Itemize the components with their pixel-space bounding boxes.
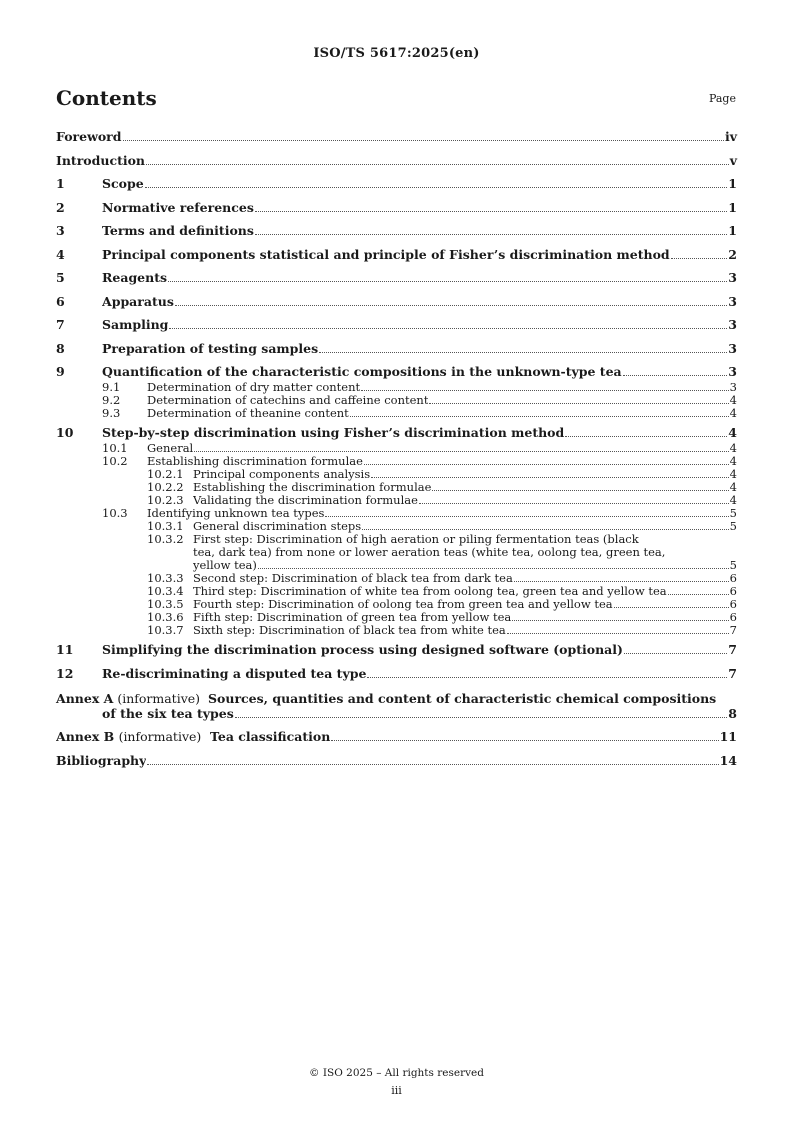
leader-dots bbox=[432, 490, 728, 491]
toc-number: 6 bbox=[56, 293, 65, 309]
toc-page: 3 bbox=[728, 270, 737, 285]
toc-number: 10.2.1 bbox=[147, 467, 184, 481]
toc-label: Determination of dry matter content bbox=[147, 381, 361, 394]
toc-label: Fifth step: Discrimination of green tea from yellow tea bbox=[193, 611, 512, 624]
toc-number: 10.3.6 bbox=[147, 610, 184, 624]
annex-title-line-2: of the six tea types bbox=[102, 706, 234, 721]
toc-number: 2 bbox=[56, 199, 65, 215]
leader-dots bbox=[123, 140, 724, 141]
leader-dots bbox=[350, 416, 729, 417]
toc-entry-subsection-9-1[interactable] bbox=[56, 381, 737, 394]
leader-dots bbox=[147, 764, 718, 765]
leader-dots bbox=[367, 677, 727, 678]
page-title: Contents bbox=[56, 86, 157, 110]
toc-number: 10 bbox=[56, 425, 74, 440]
toc-entry-section-7[interactable] bbox=[56, 316, 737, 340]
toc-page: 6 bbox=[729, 597, 737, 611]
table-of-contents bbox=[56, 128, 737, 775]
toc-number: 10.3.5 bbox=[147, 597, 184, 611]
toc-entry-foreword[interactable] bbox=[56, 128, 737, 152]
toc-label: General bbox=[147, 442, 194, 455]
toc-entry-section-3[interactable] bbox=[56, 222, 737, 246]
toc-number: 9.3 bbox=[102, 406, 121, 420]
toc-number: 10.2.2 bbox=[147, 480, 184, 494]
leader-dots bbox=[514, 581, 729, 582]
toc-label: Step-by-step discrimination using Fisher’s discrimination method bbox=[102, 425, 565, 440]
toc-label: Validating the discrimination formulae bbox=[193, 494, 418, 507]
annex-label: Annex A bbox=[56, 691, 114, 706]
leader-dots bbox=[331, 740, 718, 741]
toc-page: 1 bbox=[728, 176, 737, 191]
toc-page: v bbox=[729, 152, 737, 168]
toc-number: 11 bbox=[56, 642, 74, 657]
toc-page: 5 bbox=[729, 506, 737, 520]
toc-label: Principal components statistical and principle of Fisher’s discrimination method bbox=[102, 246, 670, 262]
toc-number: 10.3.1 bbox=[147, 519, 184, 533]
toc-label: Scope bbox=[102, 176, 144, 191]
leader-dots bbox=[361, 390, 729, 391]
leader-dots bbox=[194, 451, 728, 452]
toc-entry-subsection-10-1[interactable] bbox=[56, 442, 737, 455]
toc-page: 4 bbox=[729, 454, 737, 468]
toc-number: 9.1 bbox=[102, 380, 121, 394]
toc-page: 14 bbox=[719, 752, 737, 768]
toc-entry-introduction[interactable] bbox=[56, 152, 737, 176]
leader-dots bbox=[255, 234, 727, 235]
toc-label-line-1: First step: Discrimination of high aeration or piling fermentation teas (black bbox=[193, 532, 639, 546]
toc-number: 1 bbox=[56, 176, 65, 191]
toc-number: 10.2.3 bbox=[147, 493, 184, 507]
toc-label: Introduction bbox=[56, 152, 146, 168]
toc-page: 1 bbox=[728, 223, 737, 238]
toc-page: 6 bbox=[729, 584, 737, 598]
toc-label: Third step: Discrimination of white tea from oolong tea, green tea and yellow tea bbox=[193, 585, 667, 598]
toc-page: 3 bbox=[728, 293, 737, 309]
toc-label: Foreword bbox=[56, 129, 122, 144]
toc-label: Bibliography bbox=[56, 752, 147, 768]
annex-informative: (informative) bbox=[118, 729, 202, 744]
toc-page: 3 bbox=[729, 380, 737, 394]
leader-dots bbox=[371, 477, 729, 478]
toc-number: 7 bbox=[56, 317, 65, 332]
annex-title-line-1: Sources, quantities and content of characteristic chemical compositions bbox=[208, 691, 717, 706]
toc-label: Quantification of the characteristic compositions in the unknown-type tea bbox=[102, 364, 622, 379]
toc-entry-section-8[interactable] bbox=[56, 340, 737, 364]
leader-dots bbox=[614, 607, 729, 608]
toc-label: Identifying unknown tea types bbox=[147, 507, 325, 520]
leader-dots bbox=[565, 436, 727, 437]
toc-page: 7 bbox=[728, 642, 737, 657]
leader-dots bbox=[671, 258, 728, 259]
toc-label: Apparatus bbox=[102, 293, 174, 309]
toc-label: Reagents bbox=[102, 270, 168, 285]
toc-page: 5 bbox=[729, 558, 737, 572]
toc-number: 9 bbox=[56, 364, 65, 379]
toc-entry-subsection-9-3[interactable] bbox=[56, 407, 737, 420]
leader-dots bbox=[362, 529, 729, 530]
toc-number: 8 bbox=[56, 340, 65, 356]
toc-label: Second step: Discrimination of black tea from dark tea bbox=[193, 572, 513, 585]
toc-page: 4 bbox=[729, 406, 737, 420]
toc-entry-section-4[interactable] bbox=[56, 246, 737, 270]
page-column-label: Page bbox=[708, 92, 736, 105]
toc-page: 4 bbox=[728, 425, 737, 440]
toc-page: 4 bbox=[729, 493, 737, 507]
annex-label: Annex B bbox=[56, 729, 115, 744]
leader-dots bbox=[258, 568, 729, 569]
toc-label-line-2: tea, dark tea) from none or lower aeration teas (white tea, oolong tea, green tea, bbox=[193, 545, 666, 559]
toc-number: 12 bbox=[56, 665, 74, 681]
toc-entry-annex-b[interactable] bbox=[56, 728, 737, 752]
toc-page: 5 bbox=[729, 519, 737, 533]
toc-entry-subsection-9-2[interactable] bbox=[56, 394, 737, 407]
toc-label: Re-discriminating a disputed tea type bbox=[102, 665, 367, 681]
leader-dots bbox=[145, 187, 728, 188]
toc-label: Principal components analysis bbox=[193, 468, 371, 481]
toc-number: 10.3.2 bbox=[147, 532, 184, 546]
leader-dots bbox=[429, 403, 728, 404]
annex-informative: (informative) bbox=[117, 691, 201, 706]
toc-number: 10.2 bbox=[102, 454, 128, 468]
toc-entry-section-12[interactable] bbox=[56, 665, 737, 689]
toc-page: 7 bbox=[728, 665, 737, 681]
toc-entry-subsection-10-2-3[interactable] bbox=[56, 494, 737, 507]
toc-label: Sampling bbox=[102, 317, 169, 332]
toc-label: General discrimination steps bbox=[193, 520, 362, 533]
toc-label: Determination of theanine content bbox=[147, 407, 349, 420]
leader-dots bbox=[325, 516, 728, 517]
leader-dots bbox=[419, 503, 729, 504]
toc-entry-subsection-10-3-7[interactable] bbox=[56, 624, 737, 637]
toc-page: 3 bbox=[728, 340, 737, 356]
toc-page: 4 bbox=[729, 467, 737, 481]
toc-entry-section-10[interactable] bbox=[56, 424, 737, 442]
toc-number: 9.2 bbox=[102, 393, 121, 407]
toc-page: 3 bbox=[728, 364, 737, 379]
toc-number: 10.3.7 bbox=[147, 623, 184, 637]
toc-label: Determination of catechins and caffeine content bbox=[147, 394, 429, 407]
toc-number: 10.3.3 bbox=[147, 571, 184, 585]
toc-page: 6 bbox=[729, 610, 737, 624]
toc-label: Sixth step: Discrimination of black tea from white tea bbox=[193, 624, 506, 637]
page-number: iii bbox=[391, 1084, 402, 1097]
leader-dots bbox=[624, 653, 727, 654]
leader-dots bbox=[235, 717, 728, 718]
toc-entry-section-6[interactable] bbox=[56, 293, 737, 317]
toc-entry-bibliography[interactable] bbox=[56, 752, 737, 776]
toc-number: 4 bbox=[56, 246, 65, 262]
toc-page: 4 bbox=[729, 441, 737, 455]
toc-entry-section-1[interactable] bbox=[56, 175, 737, 199]
leader-dots bbox=[668, 594, 729, 595]
leader-dots bbox=[175, 305, 727, 306]
toc-page: 7 bbox=[729, 623, 737, 637]
toc-entry-section-2[interactable] bbox=[56, 199, 737, 223]
leader-dots bbox=[512, 620, 728, 621]
toc-label: Establishing discrimination formulae bbox=[147, 455, 363, 468]
toc-number: 10.3 bbox=[102, 506, 128, 520]
toc-page: 3 bbox=[728, 317, 737, 332]
leader-dots bbox=[146, 164, 729, 165]
toc-number: 3 bbox=[56, 223, 65, 238]
toc-label: Preparation of testing samples bbox=[102, 340, 319, 356]
toc-page: 2 bbox=[728, 246, 737, 262]
toc-page: 4 bbox=[729, 480, 737, 494]
toc-page: 11 bbox=[719, 729, 737, 744]
toc-entry-subsection-10-3-2[interactable] bbox=[56, 533, 737, 572]
toc-number: 10.1 bbox=[102, 441, 128, 455]
leader-dots bbox=[623, 375, 728, 376]
toc-number: 10.3.4 bbox=[147, 584, 184, 598]
toc-entry-section-9[interactable] bbox=[56, 363, 737, 381]
toc-label: Terms and definitions bbox=[102, 223, 254, 238]
toc-label: Simplifying the discrimination process using designed software (optional) bbox=[102, 642, 623, 657]
toc-label-line-3: yellow tea) bbox=[193, 559, 257, 572]
toc-entry-section-11[interactable] bbox=[56, 641, 737, 665]
leader-dots bbox=[319, 352, 727, 353]
toc-entry-annex-a[interactable] bbox=[56, 691, 737, 721]
toc-page: 8 bbox=[728, 706, 737, 721]
toc-entry-section-5[interactable] bbox=[56, 269, 737, 293]
toc-page: iv bbox=[724, 129, 737, 144]
toc-page: 4 bbox=[729, 393, 737, 407]
copyright-footer: © ISO 2025 – All rights reserved bbox=[309, 1067, 484, 1079]
leader-dots bbox=[364, 464, 729, 465]
toc-page: 6 bbox=[729, 571, 737, 585]
document-id-header: ISO/TS 5617:2025(en) bbox=[313, 46, 480, 61]
toc-label: Establishing the discrimination formulae bbox=[193, 481, 432, 494]
toc-number: 5 bbox=[56, 270, 65, 285]
toc-page: 1 bbox=[728, 199, 737, 215]
toc-label: Fourth step: Discrimination of oolong tea from green tea and yellow tea bbox=[193, 598, 613, 611]
toc-label: Normative references bbox=[102, 199, 254, 215]
leader-dots bbox=[169, 328, 727, 329]
leader-dots bbox=[168, 281, 727, 282]
leader-dots bbox=[255, 211, 727, 212]
leader-dots bbox=[507, 633, 729, 634]
annex-title: Tea classification bbox=[210, 729, 331, 744]
